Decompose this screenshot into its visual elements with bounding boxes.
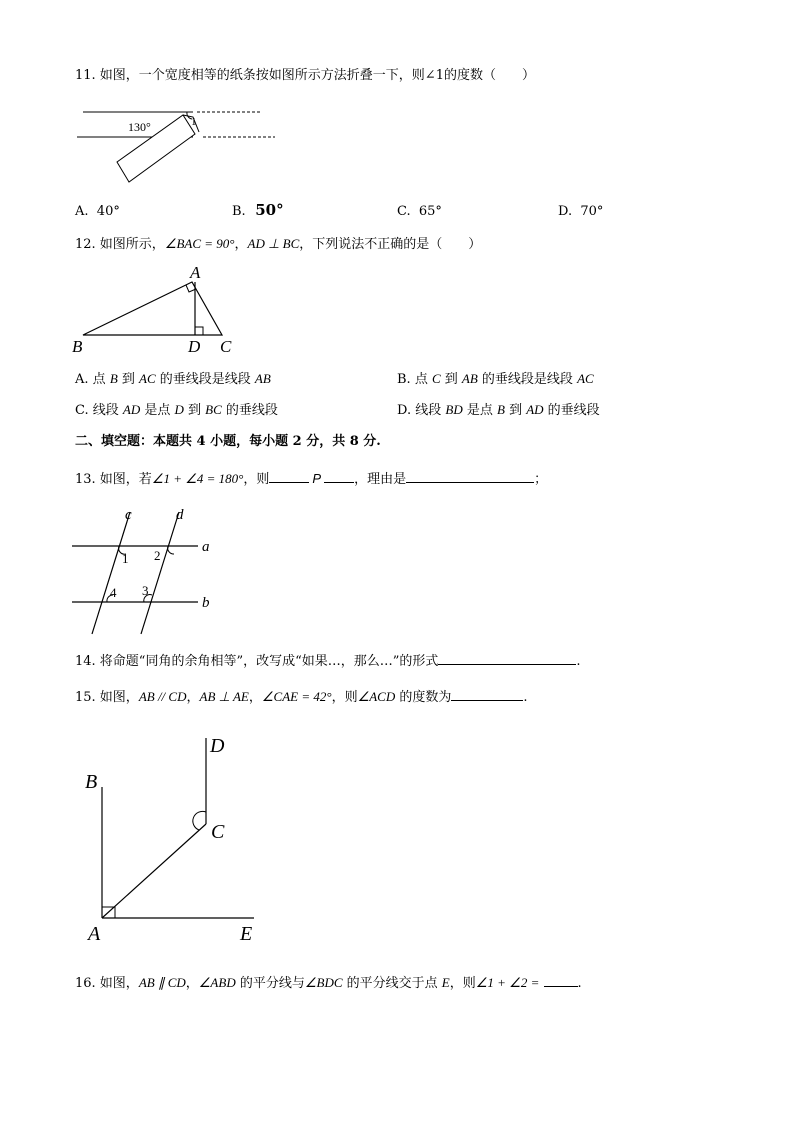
option-symbol: AC bbox=[577, 371, 594, 386]
option-text: 线段 bbox=[415, 403, 446, 418]
q13-angle-4-label: 4 bbox=[110, 585, 117, 600]
q12-condition-angle: ∠BAC = 90° bbox=[164, 236, 235, 251]
q11-figure bbox=[75, 104, 285, 184]
q13-condition: ∠1 + ∠4 = 180° bbox=[151, 471, 244, 486]
option-text: 的垂线段是线段 bbox=[155, 372, 255, 387]
q15-sep: ， bbox=[186, 690, 200, 705]
option-value: 40° bbox=[96, 204, 120, 219]
q12-option-b[interactable] bbox=[397, 371, 594, 388]
option-letter: D. bbox=[397, 403, 412, 418]
q15-point-e: E bbox=[240, 923, 253, 945]
section-heading-fill-in: 二、填空题：本题共 4 小题，每小题 2 分，共 8 分. bbox=[75, 434, 381, 449]
q13-stem bbox=[75, 470, 547, 488]
option-letter: D. bbox=[558, 204, 573, 219]
q13-line-d-label: d bbox=[176, 507, 184, 523]
q16-condition-parallel: AB ∥ CD bbox=[138, 975, 186, 990]
q11-option-d[interactable] bbox=[558, 204, 603, 220]
q13-angle-1-label: 1 bbox=[122, 551, 129, 566]
q12-triangle-figure bbox=[70, 264, 240, 354]
option-letter: C. bbox=[75, 403, 89, 418]
q15-end: . bbox=[523, 690, 528, 705]
q16-prefix: 16. 如图， bbox=[75, 976, 139, 991]
q12-sep: ， bbox=[234, 237, 248, 252]
option-letter: C. bbox=[397, 204, 411, 219]
option-text: 的垂线段 bbox=[221, 403, 278, 418]
option-text: 点 bbox=[414, 372, 432, 387]
q11-angle-130-label: 130° bbox=[128, 120, 151, 134]
q14-end: . bbox=[576, 654, 581, 669]
q11-option-a[interactable] bbox=[75, 204, 120, 220]
q12-vertex-d: D bbox=[188, 337, 201, 356]
q15-point-d: D bbox=[210, 735, 225, 757]
option-symbol: BC bbox=[205, 402, 222, 417]
q15-target-angle: ∠ACD bbox=[357, 689, 396, 704]
q15-figure bbox=[82, 730, 282, 950]
q13-reason-text: ，理由是 bbox=[354, 472, 407, 487]
q13-angle-3-label: 3 bbox=[142, 583, 149, 598]
option-symbol: B bbox=[496, 402, 505, 417]
option-text: 是点 bbox=[462, 403, 497, 418]
q13-parallel-lines-figure bbox=[70, 506, 230, 636]
q13-parallel-symbol: P bbox=[312, 471, 322, 486]
q12-stem bbox=[75, 236, 481, 253]
option-letter: B. bbox=[232, 204, 246, 219]
q15-point-c: C bbox=[211, 821, 225, 843]
q16-text: 的平分线交于点 bbox=[342, 976, 442, 991]
q13-angle-2-label: 2 bbox=[154, 548, 161, 563]
q13-prefix: 13. 如图，若 bbox=[75, 472, 152, 487]
q12-prefix: 12. 如图所示， bbox=[75, 237, 165, 252]
option-text: 是点 bbox=[140, 403, 175, 418]
q12-option-d[interactable] bbox=[397, 402, 600, 419]
option-symbol: AC bbox=[139, 371, 156, 386]
option-symbol: B bbox=[109, 371, 118, 386]
q12-option-c[interactable] bbox=[75, 402, 278, 419]
q12-vertex-c: C bbox=[220, 337, 232, 356]
option-symbol: AB bbox=[461, 371, 478, 386]
q14-text: 14. 将命题“同角的余角相等”，改写成“如果…，那么…”的形式 bbox=[75, 654, 439, 669]
q15-point-a: A bbox=[88, 923, 101, 945]
q15-prefix: 15. 如图， bbox=[75, 690, 139, 705]
option-text: 的垂线段 bbox=[543, 403, 600, 418]
q15-condition-angle: ∠CAE = 42° bbox=[261, 689, 332, 704]
q13-line-b-label: b bbox=[202, 595, 210, 611]
q11-option-c[interactable] bbox=[397, 204, 442, 220]
option-text: 到 bbox=[440, 372, 462, 387]
q13-answer-blank-2[interactable] bbox=[324, 470, 354, 483]
option-text: 线段 bbox=[92, 403, 123, 418]
q15-condition-perp: AB ⊥ AE bbox=[199, 689, 249, 704]
q11-angle-1-label: 1 bbox=[191, 116, 197, 128]
option-value: 70° bbox=[580, 204, 604, 219]
option-letter: B. bbox=[397, 372, 411, 387]
q16-angle-bdc: ∠BDC bbox=[304, 975, 343, 990]
q12-suffix: ，下列说法不正确的是（ ） bbox=[299, 237, 482, 252]
q12-option-a[interactable] bbox=[75, 371, 271, 388]
q15-condition-parallel: AB // CD bbox=[138, 689, 187, 704]
q16-text: 的平分线与 bbox=[235, 976, 305, 991]
q16-sum-expression: ∠1 + ∠2 = bbox=[475, 975, 540, 990]
option-symbol: D bbox=[174, 402, 184, 417]
q11-option-b[interactable] bbox=[232, 202, 284, 220]
q16-angle-abd: ∠ABD bbox=[198, 975, 236, 990]
q16-end: . bbox=[577, 976, 582, 991]
option-symbol: C bbox=[431, 371, 441, 386]
option-text: 到 bbox=[504, 403, 527, 418]
q15-stem bbox=[75, 688, 528, 706]
option-text: 到 bbox=[117, 372, 140, 387]
q12-vertex-b: B bbox=[72, 337, 83, 356]
q14-stem bbox=[75, 652, 581, 670]
q16-text: ，则 bbox=[449, 976, 476, 991]
option-letter: A. bbox=[75, 372, 89, 387]
option-text: 点 bbox=[92, 372, 110, 387]
option-symbol: AD bbox=[122, 402, 141, 417]
q13-mid: ，则 bbox=[243, 472, 270, 487]
q11-stem: 11. 如图，一个宽度相等的纸条按如图所示方法折叠一下，则∠1的度数（ ） bbox=[75, 68, 535, 83]
q13-line-a-label: a bbox=[202, 539, 210, 555]
q16-stem bbox=[75, 974, 582, 992]
q14-answer-blank[interactable] bbox=[438, 652, 576, 665]
option-text: 的垂线段是线段 bbox=[477, 372, 578, 387]
option-value: 65° bbox=[418, 204, 442, 219]
q15-suffix: 的度数为 bbox=[395, 690, 452, 705]
q15-point-b: B bbox=[85, 771, 98, 793]
q12-vertex-a: A bbox=[190, 263, 201, 282]
option-value: 50° bbox=[255, 201, 284, 219]
option-symbol: AD bbox=[526, 402, 544, 417]
q15-answer-blank[interactable] bbox=[451, 688, 523, 701]
q12-condition-perp: AD ⊥ BC bbox=[247, 236, 300, 251]
q13-end: ； bbox=[534, 472, 548, 487]
option-symbol: BD bbox=[445, 402, 463, 417]
q16-answer-blank[interactable] bbox=[544, 974, 578, 987]
q13-answer-blank-1[interactable] bbox=[269, 470, 309, 483]
q16-sep: ， bbox=[185, 976, 199, 991]
q15-sep: ， bbox=[248, 690, 262, 705]
option-symbol: AB bbox=[254, 371, 271, 386]
option-text: 到 bbox=[183, 403, 206, 418]
q13-line-c-label: c bbox=[125, 507, 132, 523]
q13-reason-blank[interactable] bbox=[406, 470, 534, 483]
option-letter: A. bbox=[75, 204, 89, 219]
q15-mid: ，则 bbox=[331, 690, 358, 705]
q16-point-e: E bbox=[441, 975, 450, 990]
